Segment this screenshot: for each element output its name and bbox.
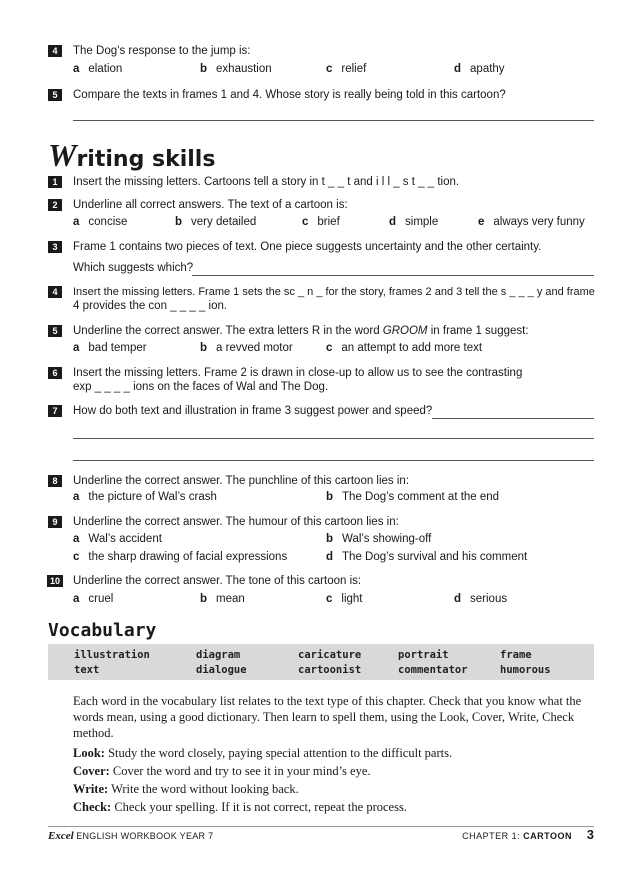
option-b[interactable]: b mean bbox=[200, 593, 245, 605]
vocabulary-intro: Each word in the vocabulary list relates to the text type of this chapter. Check that you know what the words mean, using a good dictionary. Then learn to spell them, using the Look, Cover, Write, Check method. bbox=[73, 694, 582, 740]
vocab-word: caricature bbox=[298, 649, 362, 661]
question-text: Underline all correct answers. The text of a cartoon is: bbox=[73, 199, 348, 211]
question-text: Underline the correct answer. The humour of this cartoon lies in: bbox=[73, 516, 399, 528]
vocab-word: cartoonist bbox=[298, 664, 362, 676]
question-text: How do both text and illustration in frame 3 suggest power and speed? bbox=[73, 405, 433, 417]
answer-line[interactable] bbox=[73, 438, 594, 439]
question-text-line-2: exp _ _ _ _ ions on the faces of Wal and The Dog. bbox=[73, 381, 329, 393]
writing-skills-heading: Writing skills bbox=[48, 137, 216, 173]
vocab-word: frame bbox=[500, 649, 532, 661]
vocab-word: diagram bbox=[196, 649, 241, 661]
footer-book-title: Excel ENGLISH WORKBOOK YEAR 7 bbox=[48, 830, 214, 842]
option-a[interactable]: a Wal’s accident bbox=[73, 533, 162, 545]
option-a[interactable]: a elation bbox=[73, 63, 123, 75]
step-write: Write: Write the word without looking back. bbox=[73, 782, 299, 796]
option-c[interactable]: c brief bbox=[302, 216, 340, 228]
step-look: Look: Study the word closely, paying special attention to the difficult parts. bbox=[73, 746, 453, 760]
vocab-word: portrait bbox=[398, 649, 449, 661]
option-c[interactable]: c relief bbox=[326, 63, 367, 75]
option-a[interactable]: a the picture of Wal’s crash bbox=[73, 491, 217, 503]
vocab-word: dialogue bbox=[196, 664, 247, 676]
page-footer bbox=[48, 826, 594, 845]
question-text: Compare the texts in frames 1 and 4. Whose story is really being told in this cartoon? bbox=[73, 89, 506, 101]
answer-line[interactable] bbox=[432, 418, 594, 419]
question-text: The Dog’s response to the jump is: bbox=[73, 45, 251, 57]
option-b[interactable]: b very detailed bbox=[175, 216, 257, 228]
question-text: Insert the missing letters. Frame 2 is drawn in close-up to allow us to see the contrasting bbox=[73, 367, 523, 379]
option-d[interactable]: d serious bbox=[454, 593, 508, 605]
option-b[interactable]: b The Dog’s comment at the end bbox=[326, 491, 500, 503]
option-a[interactable]: a bad temper bbox=[73, 342, 147, 354]
answer-line[interactable] bbox=[73, 460, 594, 461]
option-e[interactable]: e always very funny bbox=[478, 216, 585, 228]
question-text: Underline the correct answer. The punchline of this cartoon lies in: bbox=[73, 475, 410, 487]
option-d[interactable]: d simple bbox=[389, 216, 439, 228]
question-number: 5 bbox=[48, 89, 62, 101]
option-a[interactable]: a concise bbox=[73, 216, 128, 228]
vocabulary-list bbox=[48, 644, 594, 680]
option-a[interactable]: a cruel bbox=[73, 593, 114, 605]
question-prompt: Which suggests which? bbox=[73, 262, 194, 274]
option-c[interactable]: c light bbox=[326, 593, 363, 605]
option-c[interactable]: c the sharp drawing of facial expressions bbox=[73, 551, 288, 563]
vocab-word: text bbox=[74, 664, 100, 676]
question-text-line-2: 4 provides the con _ _ _ _ ion. bbox=[73, 300, 228, 312]
question-text: Insert the missing letters. Frame 1 sets the sc _ n _ for the story, frames 2 and 3 tell the s _ _ _ y and frame bbox=[73, 286, 595, 298]
step-cover: Cover: Cover the word and try to see it in your mind’s eye. bbox=[73, 764, 371, 778]
option-b[interactable]: b exhaustion bbox=[200, 63, 272, 75]
vocabulary-heading: Vocabulary bbox=[48, 620, 157, 641]
question-text: Frame 1 contains two pieces of text. One piece suggests uncertainty and the other certainty. bbox=[73, 241, 542, 253]
step-check: Check: Check your spelling. If it is not correct, repeat the process. bbox=[73, 800, 407, 814]
option-b[interactable]: b Wal’s showing-off bbox=[326, 533, 432, 545]
vocab-word: commentator bbox=[398, 664, 468, 676]
option-c[interactable]: c an attempt to add more text bbox=[326, 342, 483, 354]
question-text: Underline the correct answer. The extra letters R in the word GROOM in frame 1 suggest: bbox=[73, 325, 529, 337]
question-text: Insert the missing letters. Cartoons tell a story in t _ _ t and i l l _ s t _ _ tion. bbox=[73, 176, 460, 188]
option-d[interactable]: d apathy bbox=[454, 63, 505, 75]
question-text: Underline the correct answer. The tone of this cartoon is: bbox=[73, 575, 362, 587]
vocab-word: humorous bbox=[500, 664, 551, 676]
vocab-word: illustration bbox=[74, 649, 150, 661]
page-number: 3 bbox=[586, 827, 594, 842]
option-b[interactable]: b a revved motor bbox=[200, 342, 293, 354]
footer-chapter: CHAPTER 1: CARTOON bbox=[462, 831, 572, 841]
question-number: 4 bbox=[48, 45, 62, 57]
answer-line[interactable] bbox=[192, 275, 594, 276]
option-d[interactable]: d The Dog’s survival and his comment bbox=[326, 551, 528, 563]
answer-line[interactable] bbox=[73, 120, 594, 121]
